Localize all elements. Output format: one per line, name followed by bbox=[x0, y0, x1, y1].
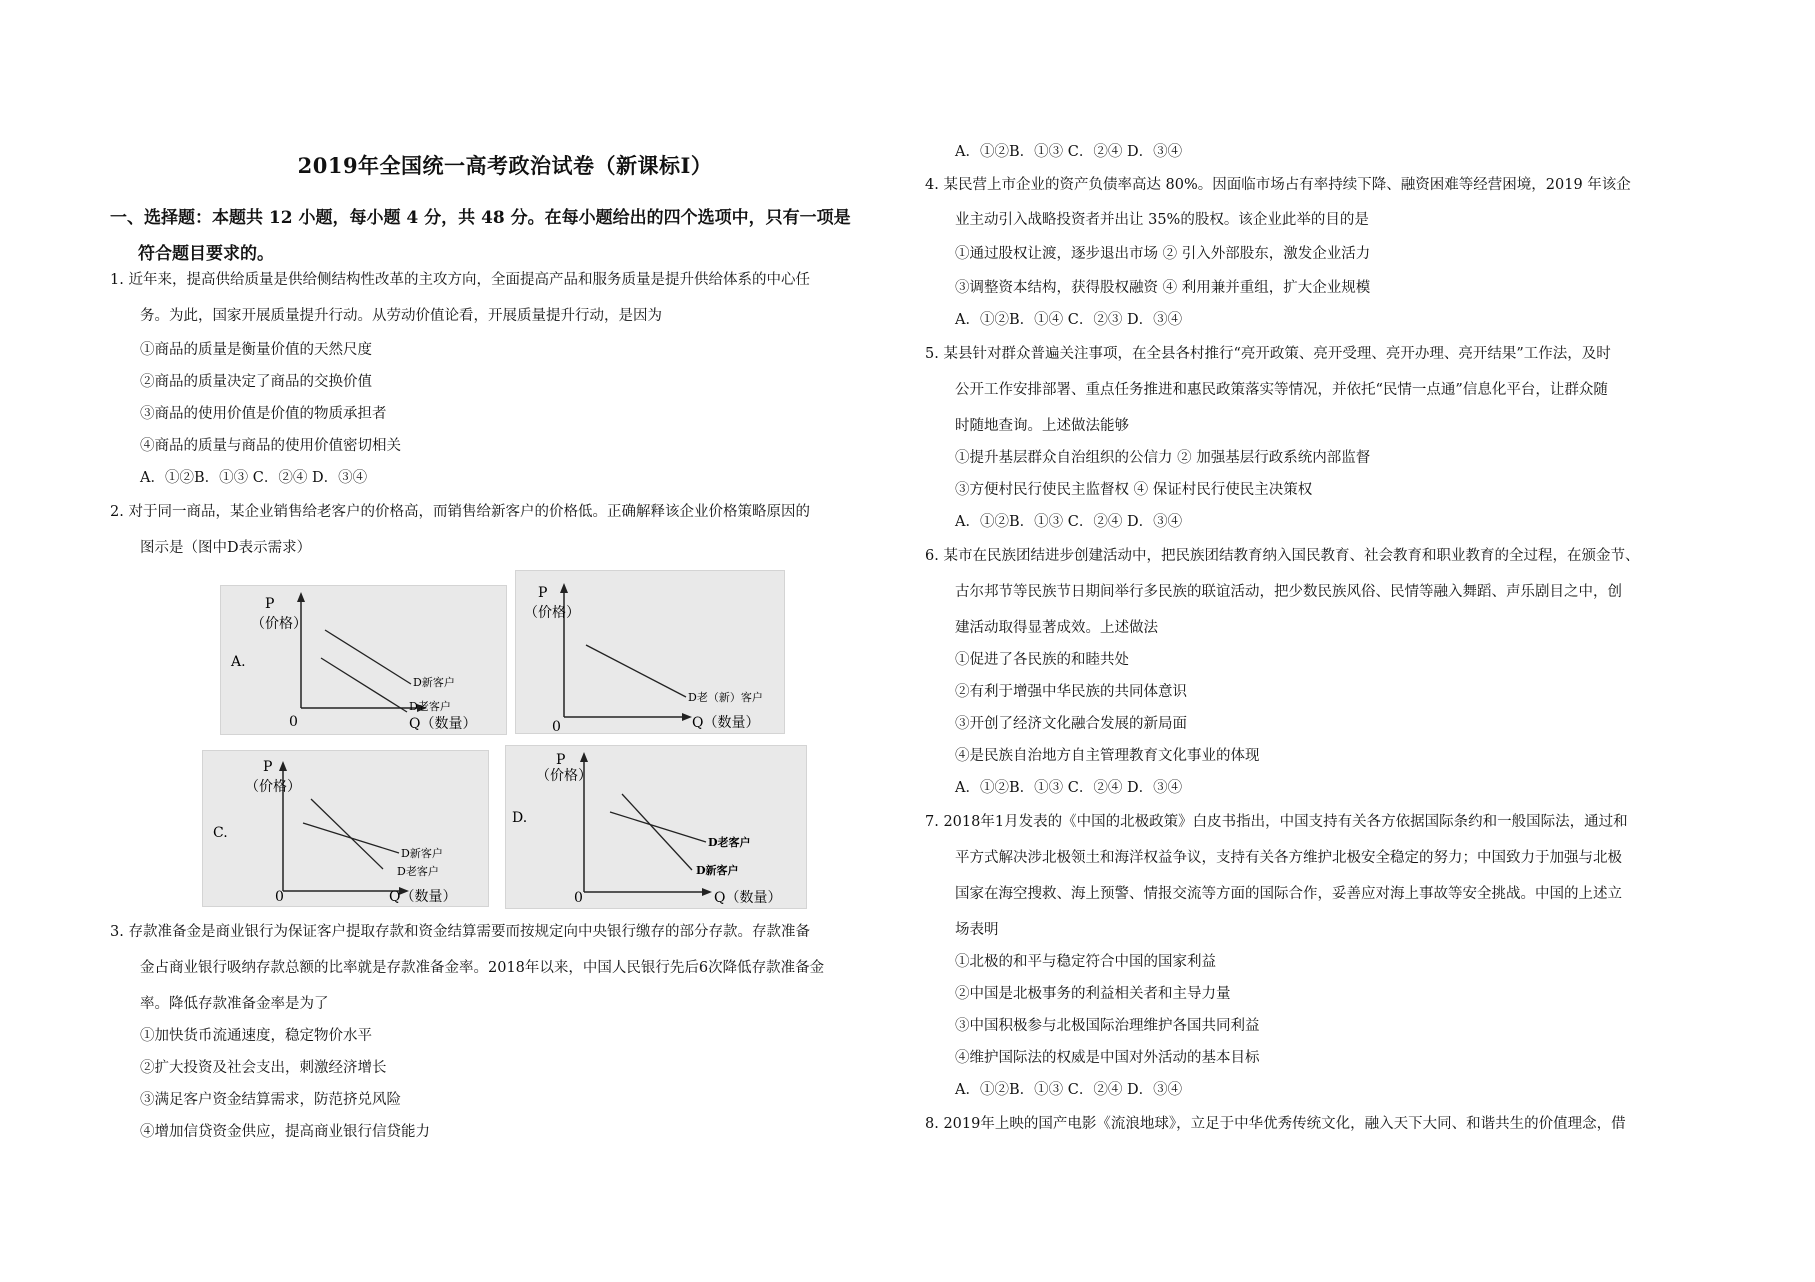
chart-a-p-label: P bbox=[265, 596, 275, 612]
q1-option-1: ①商品的质量是衡量价值的天然尺度 bbox=[140, 342, 372, 358]
chart-c-origin: 0 bbox=[275, 889, 284, 905]
q7-option-2: ②中国是北极事务的利益相关者和主导力量 bbox=[955, 986, 1231, 1002]
chart-c-curve-1-label: D新客户 bbox=[401, 847, 443, 860]
chart-c-p-label: P bbox=[263, 759, 273, 775]
chart-b-origin: 0 bbox=[552, 719, 561, 733]
q1-answer-choices: A．①②B．①③ C．②④ D．③④ bbox=[140, 470, 368, 486]
chart-c-letter: C. bbox=[213, 825, 228, 841]
chart-b-p-unit: （价格） bbox=[524, 605, 580, 621]
chart-d-p-unit: （价格） bbox=[536, 768, 592, 784]
chart-c-p-unit: （价格） bbox=[245, 779, 301, 795]
page-title: 2019年全国统一高考政治试卷（新课标Ⅰ） bbox=[297, 153, 713, 178]
q3-line-1: 3. 存款准备金是商业银行为保证客户提取存款和资金结算需要而按规定向中央银行缴存的部分存款。存款准备 bbox=[110, 924, 810, 940]
chart-c-q-label: Q（数量） bbox=[389, 889, 457, 905]
q1-line-1: 1. 近年来，提高供给质量是供给侧结构性改革的主攻方向，全面提高产品和服务质量是提升供给体系的中心任 bbox=[110, 272, 810, 288]
q4-line-2: 业主动引入战略投资者并出让 35%的股权。该企业此举的目的是 bbox=[955, 212, 1369, 228]
q7-line-3: 国家在海空搜救、海上预警、情报交流等方面的国际合作，妥善应对海上事故等安全挑战。中国的上述立 bbox=[955, 886, 1622, 902]
chart-d bbox=[505, 745, 807, 909]
q6-answer-choices: A．①②B．①③ C．②④ D．③④ bbox=[955, 780, 1183, 796]
chart-a-letter: A. bbox=[231, 654, 246, 670]
chart-c-curve-2-label: D老客户 bbox=[397, 865, 439, 878]
chart-d-q-label: Q（数量） bbox=[714, 890, 782, 906]
q7-line-4: 场表明 bbox=[955, 922, 999, 938]
q5-line-2: 公开工作安排部署、重点任务推进和惠民政策落实等情况，并依托“民情一点通”信息化平台，让群众随 bbox=[955, 382, 1608, 398]
q6-option-3: ③开创了经济文化融合发展的新局面 bbox=[955, 716, 1187, 732]
chart-d-origin: 0 bbox=[574, 890, 583, 906]
q7-line-2: 平方式解决涉北极领土和海洋权益争议，支持有关各方维护北极安全稳定的努力；中国致力于加强与北极 bbox=[955, 850, 1622, 866]
section-line-1: 一、选择题：本题共 12 小题，每小题 4 分，共 48 分。在每小题给出的四个选项中，只有一项是 bbox=[110, 208, 851, 228]
chart-a-p-unit: （价格） bbox=[251, 616, 307, 632]
q3-answer-choices: A．①②B．①③ C．②④ D．③④ bbox=[955, 144, 1183, 160]
q6-line-1: 6. 某市在民族团结进步创建活动中，把民族团结教育纳入国民教育、社会教育和职业教育的全过程，在颁金节、 bbox=[925, 548, 1640, 564]
chart-d-curve-2-label: D新客户 bbox=[696, 864, 739, 877]
q6-option-4: ④是民族自治地方自主管理教育文化事业的体现 bbox=[955, 748, 1260, 764]
q1-option-2: ②商品的质量决定了商品的交换价值 bbox=[140, 374, 372, 390]
q3-option-1: ①加快货币流通速度，稳定物价水平 bbox=[140, 1028, 372, 1044]
q4-options-1-2: ①通过股权让渡，逐步退出市场 ② 引入外部股东，激发企业活力 bbox=[955, 246, 1371, 262]
chart-b-q-label: Q（数量） bbox=[692, 715, 760, 731]
q7-line-1: 7. 2018年1月发表的《中国的北极政策》白皮书指出，中国支持有关各方依据国际条约和一般国际法，通过和 bbox=[925, 814, 1628, 830]
chart-a-curve-2-label: D老客户 bbox=[409, 700, 451, 713]
chart-d-p-label: P bbox=[556, 752, 566, 768]
q5-answer-choices: A．①②B．①③ C．②④ D．③④ bbox=[955, 514, 1183, 530]
q1-option-4: ④商品的质量与商品的使用价值密切相关 bbox=[140, 438, 401, 454]
q3-line-2: 金占商业银行吸纳存款总额的比率就是存款准备金率。2018年以来，中国人民银行先后6次降低存款准备金 bbox=[140, 960, 825, 976]
q7-answer-choices: A．①②B．①③ C．②④ D．③④ bbox=[955, 1082, 1183, 1098]
chart-b-curve-label: D老（新）客户 bbox=[688, 691, 763, 704]
q3-line-3: 率。降低存款准备金率是为了 bbox=[140, 996, 329, 1012]
chart-b bbox=[515, 570, 785, 734]
q5-line-1: 5. 某县针对群众普遍关注事项，在全县各村推行“亮开政策、亮开受理、亮开办理、亮开结果”工作法，及时 bbox=[925, 346, 1611, 362]
q6-line-3: 建活动取得显著成效。上述做法 bbox=[955, 620, 1158, 636]
q3-option-2: ②扩大投资及社会支出，刺激经济增长 bbox=[140, 1060, 387, 1076]
q1-option-3: ③商品的使用价值是价值的物质承担者 bbox=[140, 406, 387, 422]
q4-options-3-4: ③调整资本结构，获得股权融资 ④ 利用兼并重组，扩大企业规模 bbox=[955, 280, 1371, 296]
q7-option-4: ④维护国际法的权威是中国对外活动的基本目标 bbox=[955, 1050, 1260, 1066]
q2-line-1: 2. 对于同一商品，某企业销售给老客户的价格高，而销售给新客户的价格低。正确解释该企业价格策略原因的 bbox=[110, 504, 810, 520]
chart-a bbox=[220, 585, 507, 735]
q5-options-1-2: ①提升基层群众自治组织的公信力 ② 加强基层行政系统内部监督 bbox=[955, 450, 1371, 466]
q7-option-3: ③中国积极参与北极国际治理维护各国共同利益 bbox=[955, 1018, 1260, 1034]
q6-option-2: ②有利于增强中华民族的共同体意识 bbox=[955, 684, 1187, 700]
chart-a-origin: 0 bbox=[289, 714, 298, 730]
q5-options-3-4: ③方便村民行使民主监督权 ④ 保证村民行使民主决策权 bbox=[955, 482, 1313, 498]
q6-line-2: 古尔邦节等民族节日期间举行多民族的联谊活动，把少数民族风俗、民情等融入舞蹈、声乐剧目之中，创 bbox=[955, 584, 1622, 600]
q7-option-1: ①北极的和平与稳定符合中国的国家利益 bbox=[955, 954, 1216, 970]
chart-b-p-label: P bbox=[538, 585, 548, 601]
chart-d-letter: D. bbox=[512, 810, 528, 826]
q5-line-3: 时随地查询。上述做法能够 bbox=[955, 418, 1129, 434]
q3-option-3: ③满足客户资金结算需求，防范挤兑风险 bbox=[140, 1092, 401, 1108]
q4-line-1: 4. 某民营上市企业的资产负债率高达 80%。因面临市场占有率持续下降、融资困难等经营困境，2019 年该企 bbox=[925, 177, 1631, 193]
q6-option-1: ①促进了各民族的和睦共处 bbox=[955, 652, 1129, 668]
q1-line-2: 务。为此，国家开展质量提升行动。从劳动价值论看，开展质量提升行动，是因为 bbox=[140, 308, 662, 324]
chart-d-curve-1-label: D老客户 bbox=[708, 836, 751, 849]
section-heading bbox=[110, 200, 900, 272]
chart-a-curve-1-label: D新客户 bbox=[413, 676, 455, 689]
section-line-2: 符合题目要求的。 bbox=[138, 244, 274, 264]
chart-a-q-label: Q（数量） bbox=[409, 716, 477, 732]
q4-answer-choices: A．①②B．①④ C．②③ D．③④ bbox=[955, 312, 1183, 328]
q8-line-1: 8. 2019年上映的国产电影《流浪地球》，立足于中华优秀传统文化，融入天下大同、和谐共生的价值理念，借 bbox=[925, 1116, 1626, 1132]
q2-line-2: 图示是（图中D表示需求） bbox=[140, 540, 312, 556]
chart-c bbox=[202, 750, 489, 907]
q3-option-4: ④增加信贷资金供应，提高商业银行信贷能力 bbox=[140, 1124, 430, 1140]
